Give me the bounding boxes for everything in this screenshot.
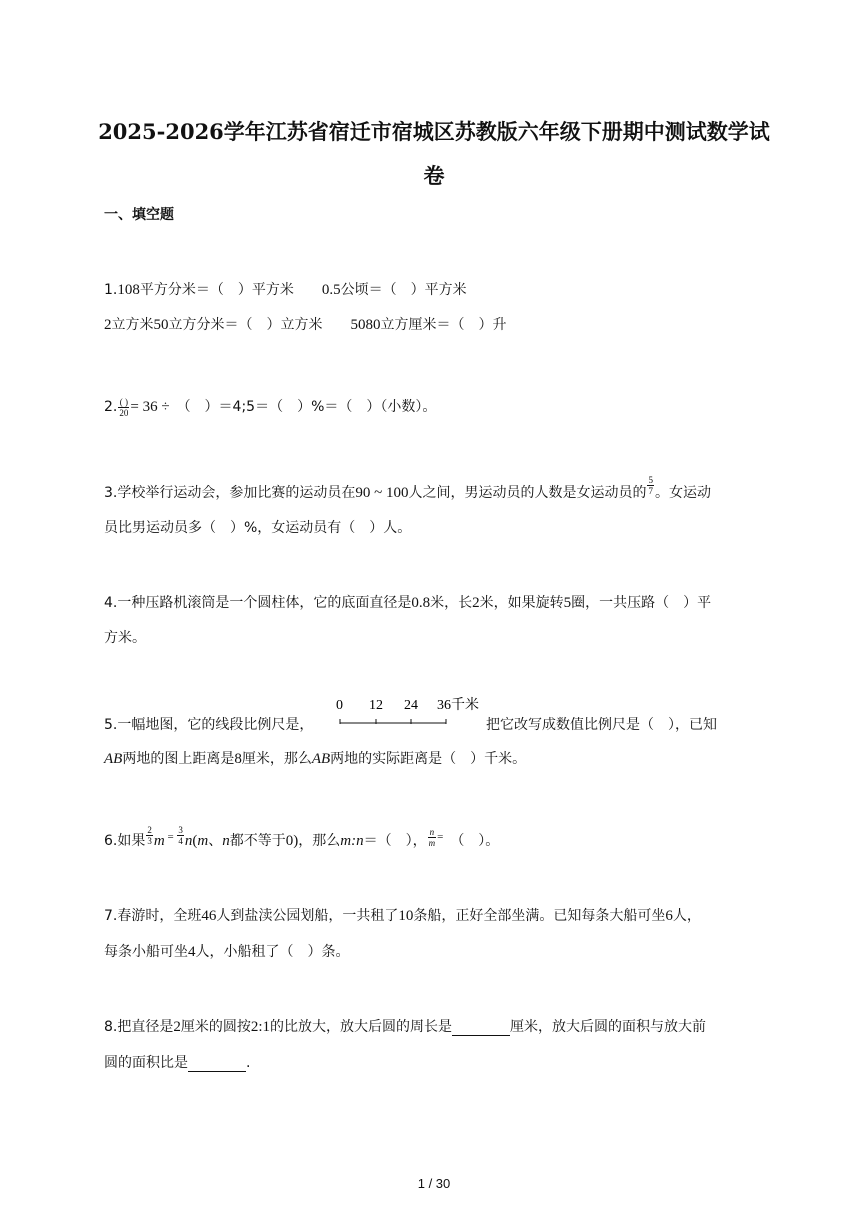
document-title-continued: 卷 bbox=[423, 163, 445, 188]
scale-label-12: 12 bbox=[369, 698, 383, 713]
page-number: 1 / 30 bbox=[417, 1176, 451, 1191]
fraction: $\frac{5}{7}$ bbox=[648, 474, 653, 496]
scale-bar bbox=[336, 695, 479, 729]
scale-label-24: 24 bbox=[404, 698, 418, 713]
answer-blank bbox=[452, 1021, 510, 1036]
section-heading: 一、填空题 bbox=[104, 207, 174, 223]
question-8-line-2: 圆的面积比是 . bbox=[104, 1055, 251, 1071]
scale-label-0: 0 bbox=[336, 698, 343, 713]
question-4-line-1: 4.一种压路机滚筒是一个圆柱体，它的底面直径是0.8米，长2米，如果旋转5圈，一共压路（ ）平 bbox=[104, 595, 712, 611]
question-7-line-1: 7.春游时，全班46人到盐渎公园划船，一共租了10条船，正好全部坐满。已知每条大船可坐6人， bbox=[104, 908, 701, 924]
fraction: $\frac{( )}{20}$ bbox=[119, 396, 129, 418]
question-2: 2. $\frac{( )}{20}$ = 36 ÷ （ ）＝4;5＝（ ）%＝（ ）（小数）。 bbox=[104, 396, 437, 418]
question-6: 6.如果 $\frac{2}{3}$ m = $\frac{3}{4}$ n(m、n都不等于0)，那么m:n＝（ ）， $\frac{n}{m}$ = （ ）。 bbox=[104, 824, 500, 849]
scale-label-36: 36千米 bbox=[437, 698, 479, 713]
question-8-line-1: 8.把直径是2厘米的圆按2:1的比放大，放大后圆的周长是 厘米，放大后圆的面积与放大前 bbox=[104, 1019, 707, 1035]
question-5-line-2: AB两地的图上距离是8厘米，那么AB两地的实际距离是（ ）千米。 bbox=[104, 751, 527, 767]
question-7-line-2: 每条小船可坐4人，小船租了（ ）条。 bbox=[104, 944, 350, 960]
question-5-line-1: 5.一幅地图，它的线段比例尺是， bbox=[104, 717, 314, 733]
question-4-line-2: 方米。 bbox=[104, 630, 146, 646]
question-5-line-1-end: 把它改写成数值比例尺是（ ），已知 bbox=[486, 717, 717, 733]
question-1-line-1: 1.108平方分米＝（ ）平方米 0.5公顷＝（ ）平方米 bbox=[104, 282, 467, 298]
question-3-line-2: 员比男运动员多（ ）%，女运动员有（ ）人。 bbox=[104, 520, 412, 536]
question-3-line-1: 3.学校举行运动会，参加比赛的运动员在90 ~ 100人之间，男运动员的人数是女运动员的 $\frac{5}{7}$ 。女运动 bbox=[104, 474, 711, 501]
document-title: 2025-2026学年江苏省宿迁市宿城区苏教版六年级下册期中测试数学试 bbox=[98, 119, 770, 144]
question-1-line-2: 2立方米50立方分米＝（ ）立方米 5080立方厘米＝（ ）升 bbox=[104, 317, 507, 333]
answer-blank bbox=[188, 1057, 246, 1072]
